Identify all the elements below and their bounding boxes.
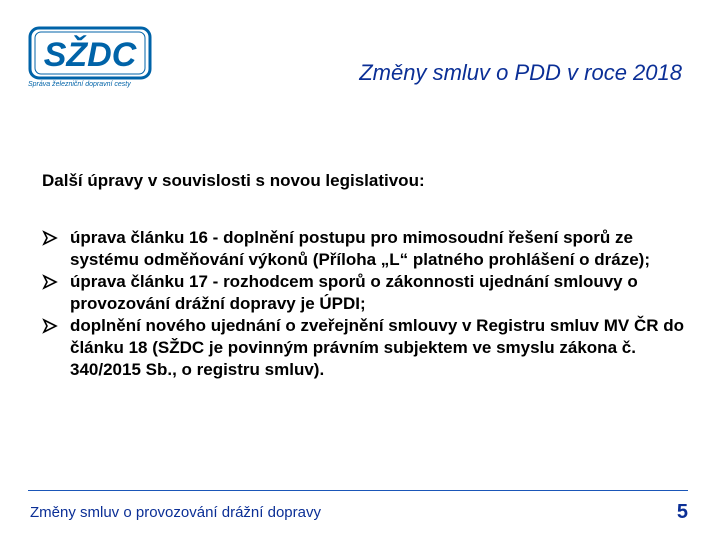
logo-text: SŽDC [43,36,137,74]
arrow-bullet-icon [42,318,58,334]
bullet-item [42,227,692,271]
intro-text: Další úpravy v souvislosti s novou legislativou: [42,171,425,190]
szdc-logo [28,26,152,92]
arrow-bullet-icon [42,274,58,290]
bullet-text: doplnění nového ujednání o zveřejnění smlouvy v Registru smluv MV ČR do článku 18 (SŽDC je povinným právním subjektem ve smyslu zákona č. 340/2015 Sb., o registru smluv). [70,316,684,379]
arrow-bullet-icon [42,230,58,246]
bullet-text: úprava článku 17 - rozhodcem sporů o zákonnosti ujednání smlouvy o provozování drážní dopravy je ÚPDI; [70,272,638,313]
bullet-item [42,315,692,381]
page-title: Změny smluv o PDD v roce 2018 [359,60,682,85]
footer-divider [28,490,688,491]
szdc-logo-mark [28,26,152,80]
footer-text: Změny smluv o provozování drážní dopravy [30,504,321,521]
logo-tagline: Správa železniční dopravní cesty [28,81,131,88]
bullet-text: úprava článku 16 - doplnění postupu pro mimosoudní řešení sporů ze systému odměňování výkonů (Příloha „L“ platného prohlášení o dráze); [70,228,650,269]
page-number: 5 [676,501,688,523]
bullet-list [42,227,692,381]
bullet-item [42,271,692,315]
